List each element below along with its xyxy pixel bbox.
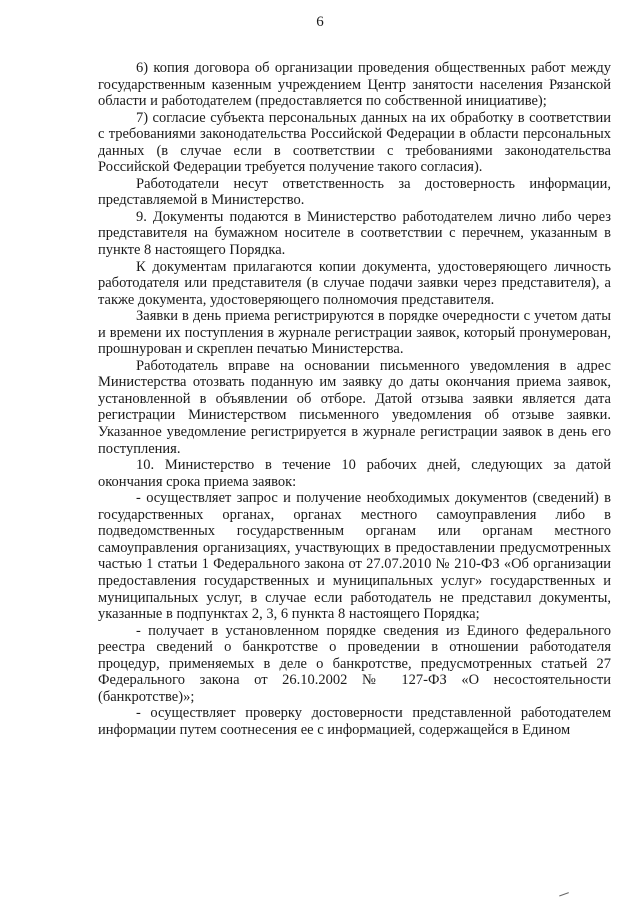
page-number: 6 (316, 14, 324, 30)
paragraph-clause-10: 10. Министерство в течение 10 рабочих дней, следующих за датой окончания срока приема заявок: (98, 457, 611, 490)
document-body (98, 60, 611, 738)
paragraph-bullet-request: - осуществляет запрос и получение необходимых документов (сведений) в государственных органах, органах местного самоуправления либо в подведомственных государственным органам или органам местного самоуправления организациях, участвующих в предоставлении предусмотренных частью 1 статьи 1 Федерального закона от 27.07.2010 № 210-ФЗ «Об организации предоставления государственных и муниципальных услуг» государственных и муниципальных услуг, в случае если работодатель не представил документы, указанные в подпунктах 2, 3, 6 пункта 8 настоящего Порядка; (98, 490, 611, 623)
paragraph-attached-copies: К документам прилагаются копии документа, удостоверяющего личность работодателя или представителя (в случае подачи заявки через представителя), а также документа, удостоверяющего полномочия представителя. (98, 258, 611, 308)
scan-mark (557, 887, 569, 897)
paragraph-withdrawal: Работодатель вправе на основании письменного уведомления в адрес Министерства отозвать поданную им заявку до даты окончания приема заявок, установленной в объявлении об отборе. Датой отзыва заявки является дата регистрации Министерством письменного уведомления об отзыве заявки. Указанное уведомление регистрируется в журнале регистрации заявок в день его поступления. (98, 357, 611, 457)
paragraph-bullet-bankruptcy: - получает в установленном порядке сведения из Единого федерального реестра сведений о банкротстве о проведении в отношении работодателя процедур, применяемых в деле о банкротстве, предусмотренных статьей 27 Федерального закона от 26.10.2002 № 127-ФЗ «О несостоятельности (банкротстве)»; (98, 622, 611, 705)
paragraph-item-7: 7) согласие субъекта персональных данных на их обработку в соответствии с требованиями законодательства Российской Федерации в области персональных данных (в случае если в соответствии с требованиями законодательства Российской Федерации требуется получение такого согласия). (98, 109, 611, 176)
paragraph-employer-responsibility: Работодатели несут ответственность за достоверность информации, представляемой в Министерство. (98, 175, 611, 209)
paragraph-item-6: 6) копия договора об организации проведения общественных работ между государственным казенным учреждением Центр занятости населения Рязанской области и работодателем (предоставляется по собственной инициативе); (98, 60, 611, 110)
paragraph-clause-9: 9. Документы подаются в Министерство работодателем лично либо через представителя на бумажном носителе в соответствии с перечнем, указанным в пункте 8 настоящего Порядка. (98, 208, 611, 259)
paragraph-registration: Заявки в день приема регистрируются в порядке очередности с учетом даты и времени их поступления в журнале регистрации заявок, который пронумерован, прошнурован и скреплен печатью Министерства. (98, 308, 611, 358)
paragraph-bullet-verification: - осуществляет проверку достоверности представленной работодателем информации путем соотнесения ее с информацией, содержащейся в Едином (98, 705, 611, 738)
